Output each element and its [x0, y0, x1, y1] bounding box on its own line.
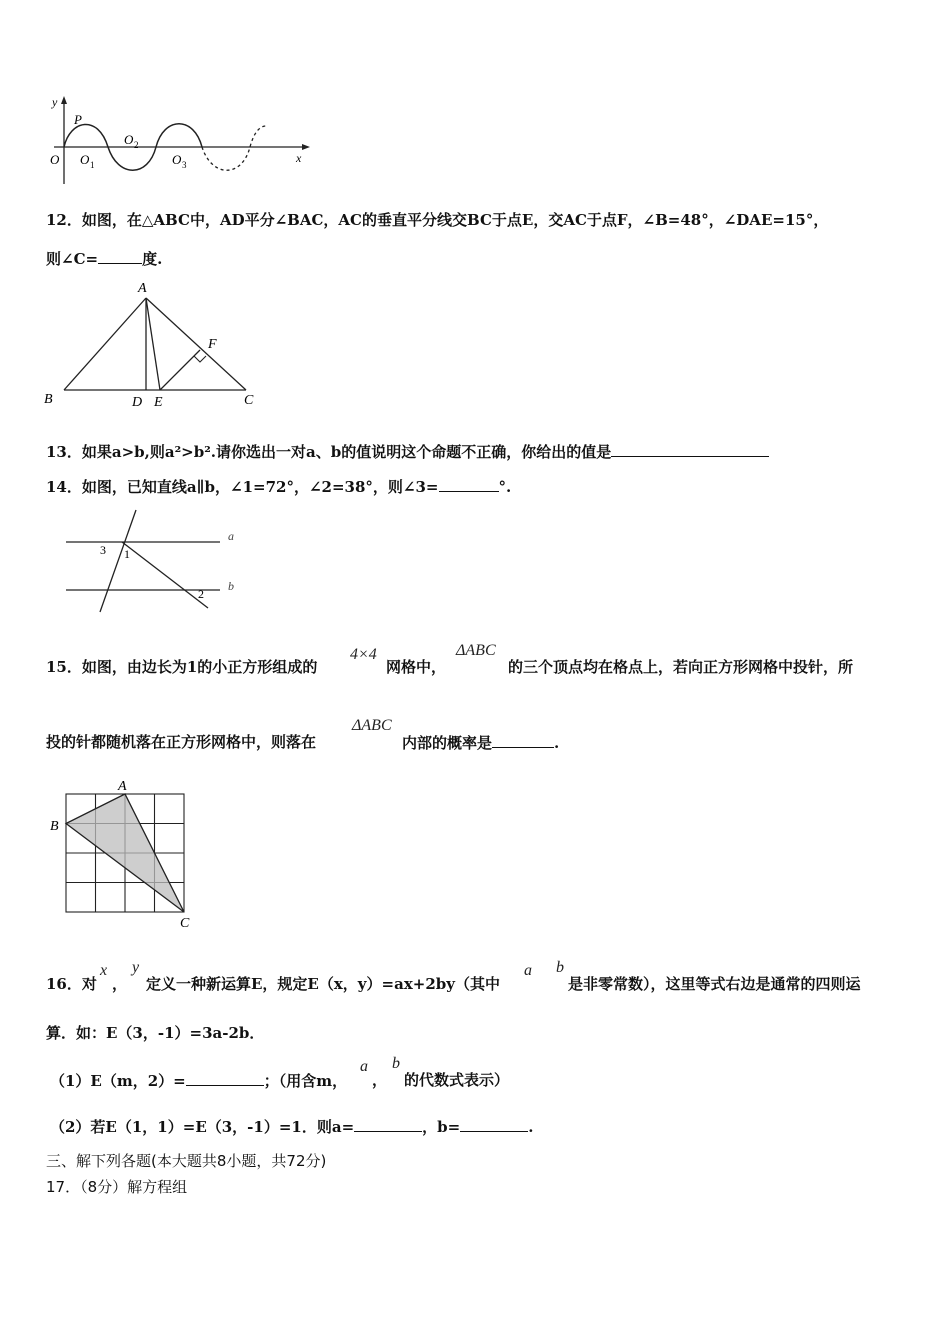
question-14: 14．如图，已知直线a∥b，∠1=72°，∠2=38°，则∠3= °.	[46, 478, 512, 496]
line-b-label: b	[228, 579, 234, 593]
label-F: F	[208, 337, 217, 352]
part1-var-b: b	[392, 1055, 400, 1072]
triangle-figure-12	[40, 276, 270, 411]
question-15: 15．如图，由边长为1的小正方形组成的	[46, 658, 318, 676]
question-16-line2: 算．如：E（3，-1）=3a-2b．	[46, 1024, 265, 1042]
const-b: b	[556, 959, 564, 976]
q16-a-answer-blank[interactable]	[354, 1116, 422, 1132]
o1-label: O	[80, 152, 90, 167]
wave-figure	[40, 92, 320, 187]
label-E: E	[154, 395, 163, 410]
question-16-part1: （1）E（m，2）= ；（用含m，	[50, 1072, 348, 1090]
x-axis-label: x	[296, 151, 302, 165]
o3-sub: 3	[182, 160, 187, 170]
question-12-line2: 则∠C= 度.	[46, 250, 163, 268]
o3-label: O	[172, 152, 182, 167]
section-3-heading: 三、解下列各题(本大题共8小题，共72分)	[46, 1152, 327, 1170]
angle-1-label: 1	[124, 547, 130, 561]
wave-dashed	[202, 126, 266, 170]
origin-label: O	[50, 152, 60, 167]
label-B: B	[44, 392, 53, 407]
grid-figure-15	[44, 774, 204, 930]
part1-var-a: a	[360, 1058, 368, 1075]
angle-3-label: 3	[100, 543, 106, 557]
label-C: C	[244, 393, 254, 408]
question-13: 13．如果a>b,则a²>b².请你选出一对a、b的值说明这个命题不正确，你给出的值是	[46, 441, 769, 462]
var-y: y	[132, 959, 140, 976]
triangle-symbol-1: ΔABC	[456, 642, 496, 659]
point-p-label: P	[74, 112, 82, 127]
o2-label: O	[124, 132, 134, 147]
q12-answer-blank[interactable]	[98, 248, 142, 264]
parallel-lines-figure	[60, 506, 250, 616]
label-D: D	[132, 395, 143, 410]
q12-text: 12．如图，在△ABC中，AD平分∠BAC，AC的垂直平分线交BC于点E，交AC于点F，∠B=48°，∠DAE=15°，	[46, 211, 829, 229]
o1-sub: 1	[90, 160, 95, 170]
label-A: A	[138, 281, 147, 296]
q16-1-answer-blank[interactable]	[186, 1070, 264, 1086]
o2-sub: 2	[134, 140, 139, 150]
q16-b-answer-blank[interactable]	[460, 1116, 528, 1132]
grid-label-A: A	[118, 779, 127, 794]
var-x: x	[100, 962, 108, 979]
question-16: 16．对	[46, 975, 97, 993]
y-axis-label: y	[52, 95, 58, 109]
line-a-label: a	[228, 529, 234, 543]
question-12	[46, 210, 828, 230]
grid-label-B: B	[50, 819, 59, 834]
grid-expression: 4×4	[350, 646, 377, 663]
q13-answer-blank[interactable]	[611, 441, 769, 457]
triangle-symbol-2: ΔABC	[352, 717, 392, 734]
q14-answer-blank[interactable]	[439, 476, 499, 492]
question-17: 17．（8分）解方程组	[46, 1178, 188, 1196]
q15-answer-blank[interactable]	[492, 732, 554, 748]
angle-2-label: 2	[198, 587, 204, 601]
question-16-part2: （2）若E（1，1）=E（3，-1）=1．则a= ，b= .	[50, 1118, 534, 1136]
const-a: a	[524, 962, 532, 979]
grid-label-C: C	[180, 916, 190, 930]
question-15-line2: 投的针都随机落在正方形网格中，则落在	[46, 733, 317, 751]
